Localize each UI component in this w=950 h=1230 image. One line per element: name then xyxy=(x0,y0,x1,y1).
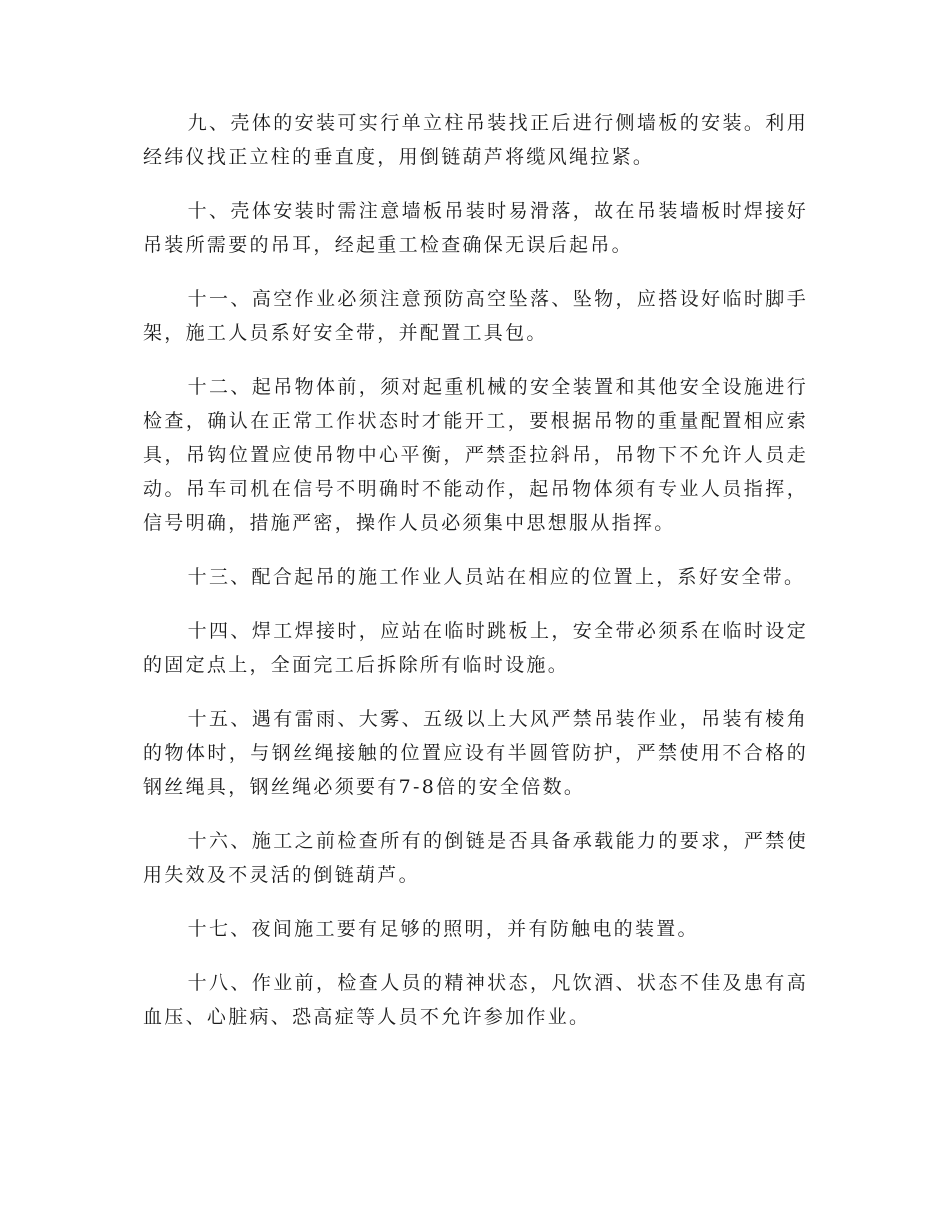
paragraph-18: 十八、作业前，检查人员的精神状态，凡饮酒、状态不佳及患有高血压、心脏病、恐高症等人员不允许参加作业。 xyxy=(143,972,808,1028)
paragraph-13: 十三、配合起吊的施工作业人员站在相应的位置上，系好安全带。 xyxy=(187,566,806,588)
paragraph-12: 十二、起吊物体前，须对起重机械的安全装置和其他安全设施进行检查，确认在正常工作状态时才能开工，要根据吊物的重量配置相应索具，吊钩位置应使吊物中心平衡，严禁歪拉斜吊，吊物下不允许人员走动。吊车司机在信号不明确时不能动作，起吊物体须有专业人员指挥，信号明确，措施严密，操作人员必须集中思想服从指挥。 xyxy=(143,376,808,534)
paragraph-11: 十一、高空作业必须注意预防高空坠落、坠物，应搭设好临时脚手架，施工人员系好安全带，并配置工具包。 xyxy=(143,288,808,344)
paragraph-14: 十四、焊工焊接时，应站在临时跳板上，安全带必须系在临时设定的固定点上，全面完工后拆除所有临时设施。 xyxy=(143,620,808,676)
document-body xyxy=(143,106,808,1054)
paragraph-10: 十、壳体安装时需注意墙板吊装时易滑落，故在吊装墙板时焊接好吊装所需要的吊耳，经起重工检查确保无误后起吊。 xyxy=(143,200,808,256)
paragraph-16: 十六、施工之前检查所有的倒链是否具备承载能力的要求，严禁使用失效及不灵活的倒链葫芦。 xyxy=(143,830,808,886)
paragraph-17: 十七、夜间施工要有足够的照明，并有防触电的装置。 xyxy=(187,918,699,940)
paragraph-9: 九、壳体的安装可实行单立柱吊装找正后进行侧墙板的安装。利用经纬仪找正立柱的垂直度，用倒链葫芦将缆风绳拉紧。 xyxy=(143,112,808,168)
paragraph-15: 十五、遇有雷雨、大雾、五级以上大风严禁吊装作业，吊装有棱角的物体时，与钢丝绳接触的位置应设有半圆管防护，严禁使用不合格的钢丝绳具，钢丝绳必须要有7-8倍的安全倍数。 xyxy=(143,708,808,798)
